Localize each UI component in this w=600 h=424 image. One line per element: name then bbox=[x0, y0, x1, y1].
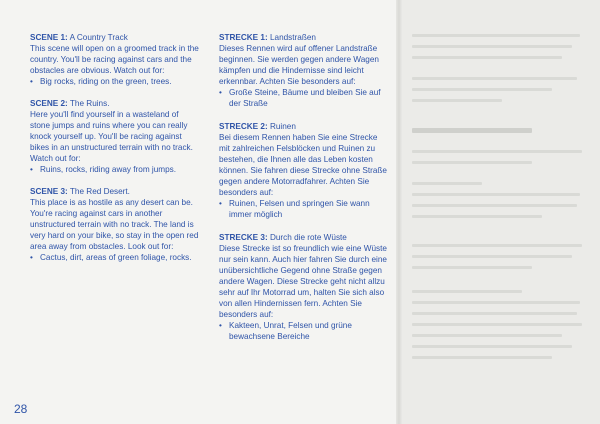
strecke-2-title: Ruinen bbox=[267, 122, 296, 131]
scene-2-body: Here you'll find yourself in a wasteland of stone jumps and ruins where you can really knock yourself up. You'll be racing against bikes in an unstructured terrain with no track. Watch out for: bbox=[30, 110, 193, 163]
scene-2-title: The Ruins. bbox=[67, 99, 110, 108]
scene-3-section bbox=[30, 186, 200, 263]
strecke-1-section bbox=[219, 32, 389, 109]
strecke-2-body: Bei diesem Rennen haben Sie eine Strecke mit zahlreichen Felsblöcken und Ruinen zu bestehen, die Ihnen alle das Leben kosten können. Sie fahren diese Strecke ohne Straße gegen andere Motorradfahrer. Achten Sie besonders auf: bbox=[219, 133, 387, 197]
scene-3-bullet: • Cactus, dirt, areas of green foliage, rocks. bbox=[30, 252, 200, 263]
page-fold bbox=[396, 0, 402, 424]
strecke-3-label: STRECKE 3: bbox=[219, 233, 268, 242]
scene-2-label: SCENE 2: bbox=[30, 99, 68, 108]
strecke-3-section bbox=[219, 232, 389, 342]
right-page bbox=[398, 0, 600, 424]
german-column bbox=[219, 32, 389, 354]
strecke-3-title: Durch die rote Wüste bbox=[267, 233, 347, 242]
strecke-2-label: STRECKE 2: bbox=[219, 122, 268, 131]
strecke-3-body: Diese Strecke ist so freundlich wie eine Wüste nur sein kann. Auch hier fahren Sie durch eine unübersichtliche Gegend ohne Straße gegen andere Wagen. Diese Strecke geht nicht allzu sehr auf Ihr Motorrad um, halten Sie sich also von allen Hindernissen fern. Achten Sie besonders auf: bbox=[219, 244, 387, 319]
scene-3-body: This place is as hostile as any desert can be. You're racing against cars in another unstructured terrain with no track. The land is very hard on your bike, so stay in the open red area away from obstacles. Look out for: bbox=[30, 198, 199, 251]
scene-1-title: A Country Track bbox=[67, 33, 128, 42]
scene-1-label: SCENE 1: bbox=[30, 33, 68, 42]
scene-2-bullet: • Ruins, rocks, riding away from jumps. bbox=[30, 164, 200, 175]
scene-1-section bbox=[30, 32, 200, 87]
strecke-1-bullet: • Große Steine, Bäume und bleiben Sie auf der Straße bbox=[219, 87, 389, 109]
scene-3-label: SCENE 3: bbox=[30, 187, 68, 196]
page-number: 28 bbox=[14, 402, 28, 416]
strecke-3-bullet: • Kakteen, Unrat, Felsen und grüne bewachsene Bereiche bbox=[219, 320, 389, 342]
strecke-1-label: STRECKE 1: bbox=[219, 33, 268, 42]
scene-1-body: This scene will open on a groomed track in the country. You'll be racing against cars and the obstacles are obvious. Watch out for: bbox=[30, 44, 199, 75]
strecke-1-body: Dieses Rennen wird auf offener Landstraße beginnen. Sie werden gegen andere Wagen kämpfen und die Hindernisse sind leicht erkennbar. Achten Sie besonders auf: bbox=[219, 44, 379, 86]
english-column bbox=[30, 32, 200, 274]
strecke-2-bullet: • Ruinen, Felsen und springen Sie wann immer möglich bbox=[219, 198, 389, 220]
scene-3-title: The Red Desert. bbox=[67, 187, 130, 196]
strecke-2-section bbox=[219, 121, 389, 220]
scene-1-bullet: • Big rocks, riding on the green, trees. bbox=[30, 76, 200, 87]
scene-2-section bbox=[30, 98, 200, 175]
strecke-1-title: Landstraßen bbox=[267, 33, 316, 42]
